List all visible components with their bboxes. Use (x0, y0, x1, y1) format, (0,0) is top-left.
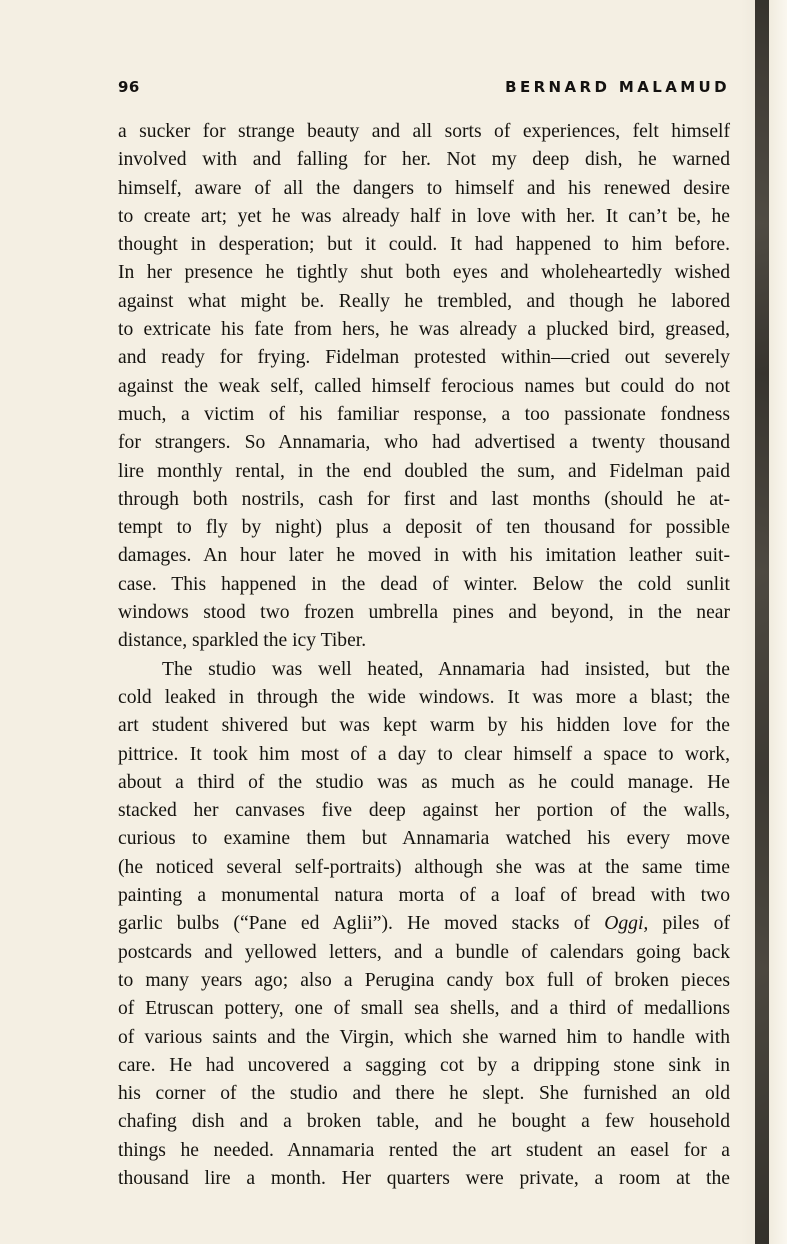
text-line: case. This happened in the dead of winter. Below the cold sunlit (118, 573, 730, 595)
text-line: thousand lire a month. Her quarters were private, a room at the (118, 1167, 730, 1189)
text-line: postcards and yellowed letters, and a bundle of calendars going back (118, 941, 730, 963)
running-head: BERNARD MALAMUD (505, 78, 730, 96)
text-line: painting a monumental natura morta of a loaf of bread with two (118, 885, 730, 907)
page-margin-edge (769, 0, 787, 1244)
text-line: (he noticed several self-portraits) although she was at the same time (118, 856, 730, 878)
text-line-paragraph-end: distance, sparkled the icy Tiber. (118, 630, 367, 652)
text-line: for strangers. So Annamaria, who had advertised a twenty thousand (118, 432, 730, 454)
text-line: through both nostrils, cash for first and last months (should he at- (118, 488, 730, 510)
text-line: to create art; yet he was already half in love with her. It can’t be, he (118, 205, 730, 227)
text-line: to many years ago; also a Perugina candy box full of broken pieces (118, 969, 730, 991)
text-line: curious to examine them but Annamaria watched his every move (118, 828, 730, 850)
text-line: about a third of the studio was as much as he could manage. He (118, 771, 730, 793)
text-line: of Etruscan pottery, one of small sea shells, and a third of medallions (118, 998, 730, 1020)
text-line: chafing dish and a broken table, and he bought a few household (118, 1111, 730, 1133)
text-line: thought in desperation; but it could. It had happened to him before. (118, 234, 730, 256)
text-line: against the weak self, called himself ferocious names but could do not (118, 375, 730, 397)
page-number: 96 (118, 78, 140, 96)
text-line: of various saints and the Virgin, which she warned him to handle with (118, 1026, 730, 1048)
text-line: damages. An hour later he moved in with his imitation leather suit- (118, 545, 730, 567)
text-line: against what might be. Really he trembled, and though he labored (118, 290, 730, 312)
text-line: things he needed. Annamaria rented the art student an easel for a (118, 1139, 730, 1161)
body-text (118, 118, 730, 1193)
text-line: In her presence he tightly shut both eyes and wholeheartedly wished (118, 262, 730, 284)
italic-title: Oggi, (604, 913, 649, 935)
text-line: pittrice. It took him most of a day to clear himself a space to work, (118, 743, 730, 765)
text-line: care. He had uncovered a sagging cot by a dripping stone sink in (118, 1054, 730, 1076)
text-line: stacked her canvases five deep against her portion of the walls, (118, 800, 730, 822)
text-line: much, a victim of his familiar response, a too passionate fondness (118, 403, 730, 425)
text-line-paragraph-start: The studio was well heated, Annamaria had insisted, but the (162, 658, 730, 680)
text-line: windows stood two frozen umbrella pines and beyond, in the near (118, 602, 730, 624)
text-line: lire monthly rental, in the end doubled the sum, and Fidelman paid (118, 460, 730, 482)
text-line: tempt to fly by night) plus a deposit of ten thousand for possible (118, 517, 730, 539)
text-line: himself, aware of all the dangers to himself and his renewed desire (118, 177, 730, 199)
text-line: involved with and falling for her. Not my deep dish, he warned (118, 149, 730, 171)
text-line: garlic bulbs (“Pane ed Aglii”). He moved stacks of Oggi, piles of (118, 913, 731, 935)
text-line: art student shivered but was kept warm by his hidden love for the (118, 715, 730, 737)
text-line: cold leaked in through the wide windows. It was more a blast; the (118, 686, 730, 708)
page-header (118, 78, 730, 102)
text-line: his corner of the studio and there he slept. She furnished an old (118, 1083, 730, 1105)
text-line: and ready for frying. Fidelman protested within—cried out severely (118, 347, 730, 369)
text-line: a sucker for strange beauty and all sorts of experiences, felt himself (118, 121, 730, 142)
book-binding-edge (755, 0, 769, 1244)
text-line: to extricate his fate from hers, he was already a plucked bird, greased, (118, 319, 730, 341)
